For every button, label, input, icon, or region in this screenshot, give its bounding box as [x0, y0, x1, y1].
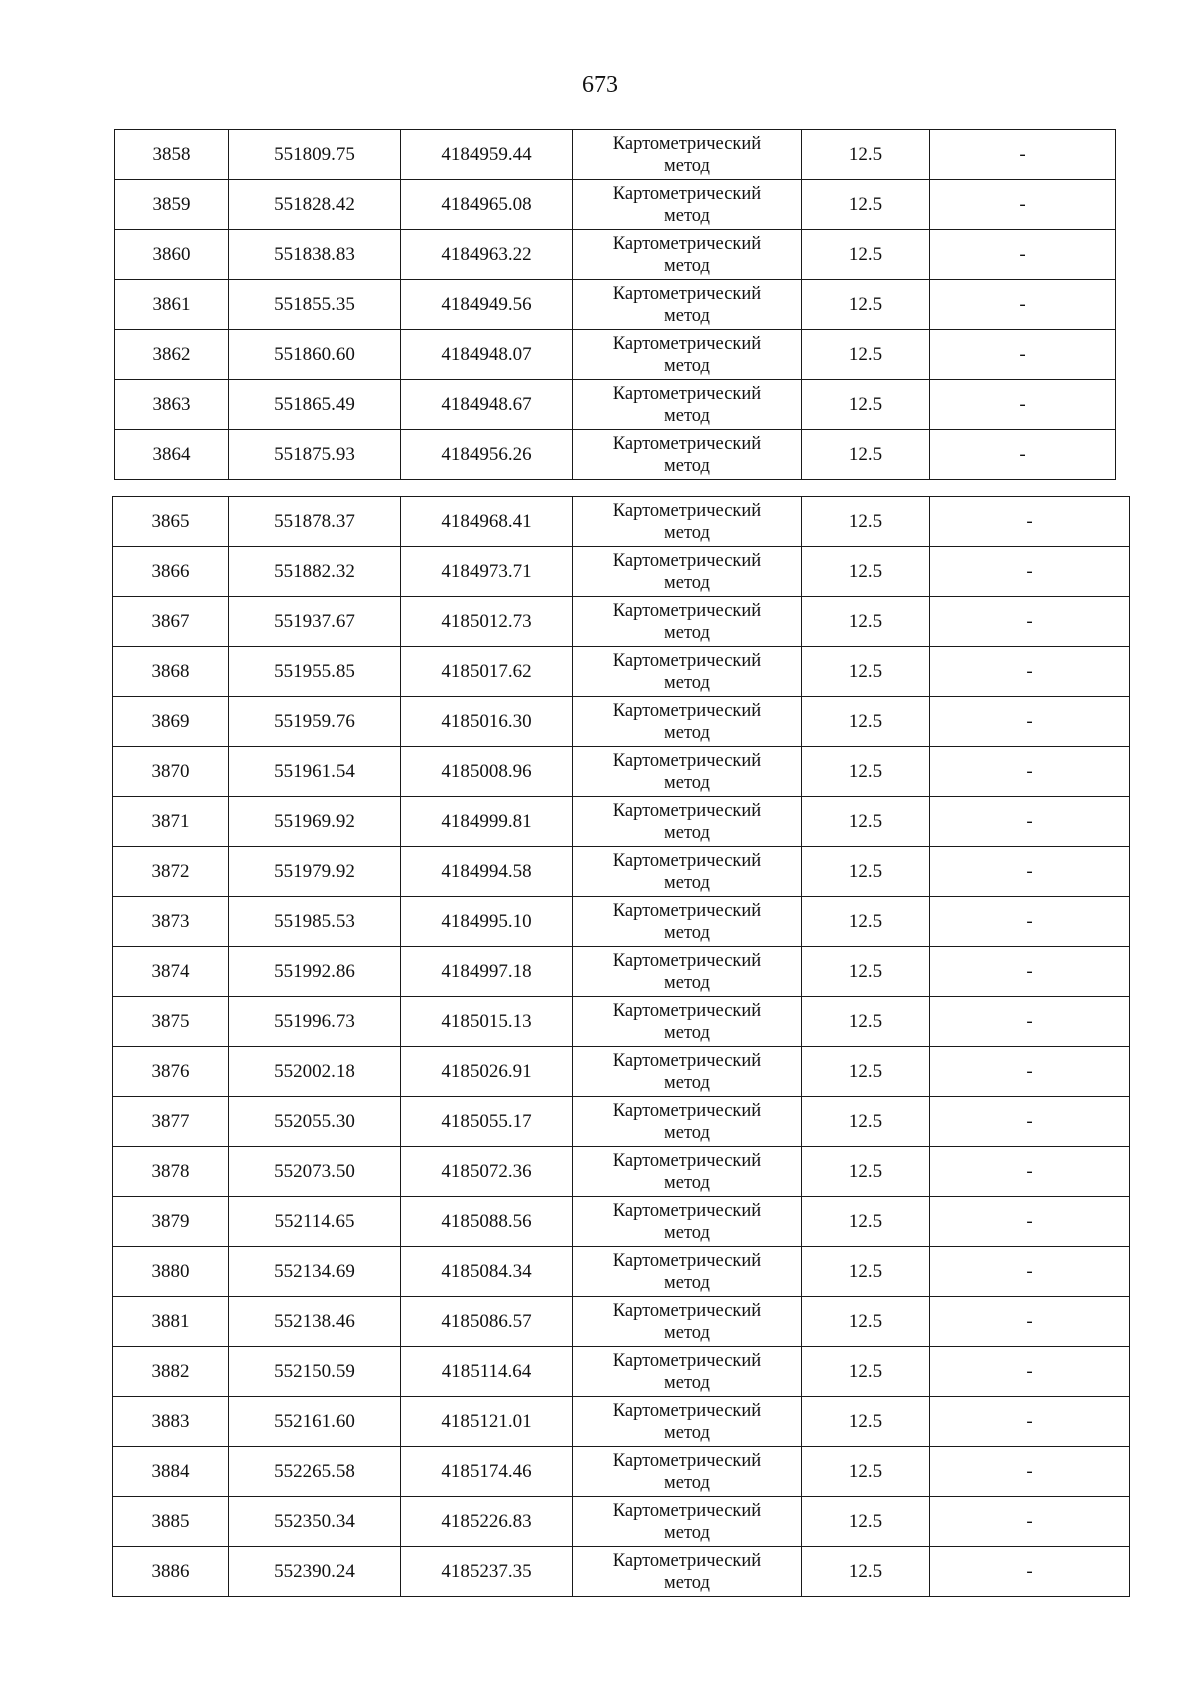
method-label-line2: метод	[664, 572, 710, 593]
method-label-line1: Картометрический	[612, 183, 762, 204]
y-coordinate-cell: 4184965.08	[401, 180, 573, 230]
x-coordinate-cell: 552114.65	[229, 1197, 401, 1247]
method-label-line1: Картометрический	[612, 1000, 762, 1021]
method-cell	[573, 597, 802, 647]
point-number-cell: 3873	[113, 897, 229, 947]
table-row	[113, 1397, 1130, 1447]
method-label-line2: метод	[664, 1022, 710, 1043]
method-cell	[573, 497, 802, 547]
table-row	[113, 1297, 1130, 1347]
accuracy-cell: 12.5	[802, 230, 930, 280]
x-coordinate-cell: 551878.37	[229, 497, 401, 547]
note-cell: -	[930, 897, 1130, 947]
table-row	[115, 130, 1116, 180]
method-label-line2: метод	[664, 255, 710, 276]
method-cell	[573, 130, 802, 180]
x-coordinate-cell: 552055.30	[229, 1097, 401, 1147]
note-cell: -	[930, 1397, 1130, 1447]
accuracy-cell: 12.5	[802, 1347, 930, 1397]
table-row	[113, 1347, 1130, 1397]
method-cell	[573, 230, 802, 280]
x-coordinate-cell: 551979.92	[229, 847, 401, 897]
method-label-line1: Картометрический	[612, 383, 762, 404]
accuracy-cell: 12.5	[802, 130, 930, 180]
method-label-line2: метод	[664, 622, 710, 643]
method-label-line2: метод	[664, 772, 710, 793]
table-row	[113, 597, 1130, 647]
method-label-line1: Картометрический	[612, 1200, 762, 1221]
y-coordinate-cell: 4185072.36	[401, 1147, 573, 1197]
method-label-line1: Картометрический	[612, 750, 762, 771]
y-coordinate-cell: 4184973.71	[401, 547, 573, 597]
x-coordinate-cell: 552150.59	[229, 1347, 401, 1397]
note-cell: -	[930, 647, 1130, 697]
accuracy-cell: 12.5	[802, 1147, 930, 1197]
method-label-line2: метод	[664, 1072, 710, 1093]
accuracy-cell: 12.5	[802, 597, 930, 647]
x-coordinate-cell: 552134.69	[229, 1247, 401, 1297]
y-coordinate-cell: 4184997.18	[401, 947, 573, 997]
note-cell: -	[930, 230, 1116, 280]
note-cell: -	[930, 130, 1116, 180]
accuracy-cell: 12.5	[802, 1447, 930, 1497]
x-coordinate-cell: 551860.60	[229, 330, 401, 380]
table-row	[113, 1447, 1130, 1497]
method-label-line1: Картометрический	[612, 600, 762, 621]
x-coordinate-cell: 552350.34	[229, 1497, 401, 1547]
y-coordinate-cell: 4184959.44	[401, 130, 573, 180]
point-number-cell: 3866	[113, 547, 229, 597]
method-label-line1: Картометрический	[612, 850, 762, 871]
point-number-cell: 3883	[113, 1397, 229, 1447]
coordinates-table-bottom	[112, 496, 1130, 1597]
method-label-line2: метод	[664, 1472, 710, 1493]
accuracy-cell: 12.5	[802, 647, 930, 697]
method-cell	[573, 330, 802, 380]
table-row	[115, 380, 1116, 430]
x-coordinate-cell: 551855.35	[229, 280, 401, 330]
table-row	[113, 697, 1130, 747]
method-cell	[573, 547, 802, 597]
y-coordinate-cell: 4185114.64	[401, 1347, 573, 1397]
point-number-cell: 3861	[115, 280, 229, 330]
method-label-line1: Картометрический	[612, 1050, 762, 1071]
accuracy-cell: 12.5	[802, 797, 930, 847]
method-label-line1: Картометрический	[612, 1150, 762, 1171]
method-label-line2: метод	[664, 1172, 710, 1193]
method-label-line1: Картометрический	[612, 1400, 762, 1421]
method-cell	[573, 647, 802, 697]
y-coordinate-cell: 4185226.83	[401, 1497, 573, 1547]
y-coordinate-cell: 4185174.46	[401, 1447, 573, 1497]
accuracy-cell: 12.5	[802, 847, 930, 897]
x-coordinate-cell: 551865.49	[229, 380, 401, 430]
note-cell: -	[930, 997, 1130, 1047]
table-row	[113, 797, 1130, 847]
y-coordinate-cell: 4184949.56	[401, 280, 573, 330]
note-cell: -	[930, 697, 1130, 747]
point-number-cell: 3860	[115, 230, 229, 280]
x-coordinate-cell: 552265.58	[229, 1447, 401, 1497]
accuracy-cell: 12.5	[802, 997, 930, 1047]
y-coordinate-cell: 4184948.67	[401, 380, 573, 430]
method-label-line2: метод	[664, 822, 710, 843]
accuracy-cell: 12.5	[802, 280, 930, 330]
method-label-line2: метод	[664, 1372, 710, 1393]
point-number-cell: 3869	[113, 697, 229, 747]
note-cell: -	[930, 1297, 1130, 1347]
point-number-cell: 3871	[113, 797, 229, 847]
x-coordinate-cell: 551961.54	[229, 747, 401, 797]
point-number-cell: 3885	[113, 1497, 229, 1547]
method-label-line2: метод	[664, 722, 710, 743]
table-row	[113, 747, 1130, 797]
y-coordinate-cell: 4184994.58	[401, 847, 573, 897]
x-coordinate-cell: 552390.24	[229, 1547, 401, 1597]
table-body-bottom	[113, 497, 1130, 1597]
method-label-line2: метод	[664, 205, 710, 226]
method-cell	[573, 380, 802, 430]
method-cell	[573, 1347, 802, 1397]
x-coordinate-cell: 551955.85	[229, 647, 401, 697]
method-label-line1: Картометрический	[612, 433, 762, 454]
table-row	[115, 330, 1116, 380]
x-coordinate-cell: 552073.50	[229, 1147, 401, 1197]
x-coordinate-cell: 552138.46	[229, 1297, 401, 1347]
accuracy-cell: 12.5	[802, 1047, 930, 1097]
table-body-top	[115, 130, 1116, 480]
method-label-line2: метод	[664, 455, 710, 476]
x-coordinate-cell: 551969.92	[229, 797, 401, 847]
method-cell	[573, 997, 802, 1047]
method-label-line1: Картометрический	[612, 1350, 762, 1371]
method-label-line1: Картометрический	[612, 233, 762, 254]
table-row	[113, 647, 1130, 697]
x-coordinate-cell: 552161.60	[229, 1397, 401, 1447]
x-coordinate-cell: 551809.75	[229, 130, 401, 180]
point-number-cell: 3884	[113, 1447, 229, 1497]
method-label-line2: метод	[664, 1222, 710, 1243]
y-coordinate-cell: 4185121.01	[401, 1397, 573, 1447]
method-label-line2: метод	[664, 672, 710, 693]
point-number-cell: 3886	[113, 1547, 229, 1597]
accuracy-cell: 12.5	[802, 380, 930, 430]
x-coordinate-cell: 551992.86	[229, 947, 401, 997]
y-coordinate-cell: 4185017.62	[401, 647, 573, 697]
accuracy-cell: 12.5	[802, 1497, 930, 1547]
table-row	[113, 1147, 1130, 1197]
note-cell: -	[930, 1247, 1130, 1297]
point-number-cell: 3859	[115, 180, 229, 230]
table-row	[113, 1547, 1130, 1597]
table-row	[113, 947, 1130, 997]
point-number-cell: 3867	[113, 597, 229, 647]
method-cell	[573, 747, 802, 797]
accuracy-cell: 12.5	[802, 1297, 930, 1347]
method-label-line2: метод	[664, 872, 710, 893]
point-number-cell: 3879	[113, 1197, 229, 1247]
point-number-cell: 3858	[115, 130, 229, 180]
table-row	[115, 230, 1116, 280]
method-cell	[573, 897, 802, 947]
note-cell: -	[930, 797, 1130, 847]
y-coordinate-cell: 4184968.41	[401, 497, 573, 547]
method-label-line2: метод	[664, 1272, 710, 1293]
note-cell: -	[930, 1447, 1130, 1497]
note-cell: -	[930, 380, 1116, 430]
note-cell: -	[930, 1047, 1130, 1097]
note-cell: -	[930, 747, 1130, 797]
method-label-line2: метод	[664, 522, 710, 543]
point-number-cell: 3868	[113, 647, 229, 697]
table-row	[115, 280, 1116, 330]
point-number-cell: 3862	[115, 330, 229, 380]
y-coordinate-cell: 4184948.07	[401, 330, 573, 380]
table-row	[115, 430, 1116, 480]
table-row	[115, 180, 1116, 230]
note-cell: -	[930, 1347, 1130, 1397]
note-cell: -	[930, 847, 1130, 897]
method-label-line1: Картометрический	[612, 1550, 762, 1571]
y-coordinate-cell: 4185026.91	[401, 1047, 573, 1097]
table-row	[113, 1047, 1130, 1097]
accuracy-cell: 12.5	[802, 1197, 930, 1247]
method-label-line2: метод	[664, 1122, 710, 1143]
method-cell	[573, 1097, 802, 1147]
method-label-line2: метод	[664, 1422, 710, 1443]
method-cell	[573, 1297, 802, 1347]
method-label-line1: Картометрический	[612, 900, 762, 921]
y-coordinate-cell: 4185016.30	[401, 697, 573, 747]
method-label-line1: Картометрический	[612, 700, 762, 721]
y-coordinate-cell: 4184995.10	[401, 897, 573, 947]
page-number: 673	[582, 72, 618, 98]
method-label-line1: Картометрический	[612, 1300, 762, 1321]
note-cell: -	[930, 180, 1116, 230]
table-row	[113, 497, 1130, 547]
method-label-line2: метод	[664, 1322, 710, 1343]
method-cell	[573, 1147, 802, 1197]
accuracy-cell: 12.5	[802, 747, 930, 797]
x-coordinate-cell: 551959.76	[229, 697, 401, 747]
method-cell	[573, 1397, 802, 1447]
x-coordinate-cell: 551828.42	[229, 180, 401, 230]
y-coordinate-cell: 4185084.34	[401, 1247, 573, 1297]
point-number-cell: 3881	[113, 1297, 229, 1347]
x-coordinate-cell: 551996.73	[229, 997, 401, 1047]
method-label-line2: метод	[664, 1522, 710, 1543]
accuracy-cell: 12.5	[802, 1097, 930, 1147]
method-label-line1: Картометрический	[612, 800, 762, 821]
table-row	[113, 997, 1130, 1047]
table-row	[113, 1497, 1130, 1547]
y-coordinate-cell: 4184956.26	[401, 430, 573, 480]
note-cell: -	[930, 430, 1116, 480]
method-label-line1: Картометрический	[612, 1100, 762, 1121]
method-label-line1: Картометрический	[612, 1450, 762, 1471]
method-cell	[573, 280, 802, 330]
note-cell: -	[930, 1147, 1130, 1197]
accuracy-cell: 12.5	[802, 330, 930, 380]
method-cell	[573, 430, 802, 480]
point-number-cell: 3875	[113, 997, 229, 1047]
y-coordinate-cell: 4184999.81	[401, 797, 573, 847]
method-label-line1: Картометрический	[612, 333, 762, 354]
y-coordinate-cell: 4185086.57	[401, 1297, 573, 1347]
method-label-line1: Картометрический	[612, 550, 762, 571]
method-cell	[573, 180, 802, 230]
accuracy-cell: 12.5	[802, 697, 930, 747]
point-number-cell: 3874	[113, 947, 229, 997]
y-coordinate-cell: 4185237.35	[401, 1547, 573, 1597]
accuracy-cell: 12.5	[802, 1397, 930, 1447]
point-number-cell: 3877	[113, 1097, 229, 1147]
method-label-line2: метод	[664, 355, 710, 376]
x-coordinate-cell: 551875.93	[229, 430, 401, 480]
method-label-line1: Картометрический	[612, 133, 762, 154]
note-cell: -	[930, 497, 1130, 547]
y-coordinate-cell: 4185012.73	[401, 597, 573, 647]
note-cell: -	[930, 280, 1116, 330]
accuracy-cell: 12.5	[802, 1547, 930, 1597]
table-row	[113, 547, 1130, 597]
method-label-line1: Картометрический	[612, 1500, 762, 1521]
y-coordinate-cell: 4185008.96	[401, 747, 573, 797]
y-coordinate-cell: 4185015.13	[401, 997, 573, 1047]
table-row	[113, 1097, 1130, 1147]
accuracy-cell: 12.5	[802, 897, 930, 947]
method-label-line1: Картометрический	[612, 950, 762, 971]
method-label-line2: метод	[664, 922, 710, 943]
accuracy-cell: 12.5	[802, 180, 930, 230]
note-cell: -	[930, 330, 1116, 380]
x-coordinate-cell: 551838.83	[229, 230, 401, 280]
accuracy-cell: 12.5	[802, 497, 930, 547]
x-coordinate-cell: 552002.18	[229, 1047, 401, 1097]
table-row	[113, 1197, 1130, 1247]
method-label-line1: Картометрический	[612, 500, 762, 521]
point-number-cell: 3880	[113, 1247, 229, 1297]
point-number-cell: 3863	[115, 380, 229, 430]
method-cell	[573, 847, 802, 897]
coordinates-table-top	[114, 129, 1116, 480]
method-cell	[573, 1197, 802, 1247]
note-cell: -	[930, 597, 1130, 647]
point-number-cell: 3876	[113, 1047, 229, 1097]
method-label-line2: метод	[664, 305, 710, 326]
accuracy-cell: 12.5	[802, 947, 930, 997]
method-label-line2: метод	[664, 972, 710, 993]
method-cell	[573, 1547, 802, 1597]
note-cell: -	[930, 1547, 1130, 1597]
x-coordinate-cell: 551882.32	[229, 547, 401, 597]
note-cell: -	[930, 547, 1130, 597]
note-cell: -	[930, 1197, 1130, 1247]
accuracy-cell: 12.5	[802, 430, 930, 480]
x-coordinate-cell: 551937.67	[229, 597, 401, 647]
point-number-cell: 3882	[113, 1347, 229, 1397]
method-label-line1: Картометрический	[612, 1250, 762, 1271]
point-number-cell: 3872	[113, 847, 229, 897]
note-cell: -	[930, 947, 1130, 997]
method-cell	[573, 947, 802, 997]
point-number-cell: 3878	[113, 1147, 229, 1197]
method-label-line2: метод	[664, 1572, 710, 1593]
method-cell	[573, 1047, 802, 1097]
method-cell	[573, 1447, 802, 1497]
note-cell: -	[930, 1097, 1130, 1147]
y-coordinate-cell: 4185055.17	[401, 1097, 573, 1147]
table-row	[113, 897, 1130, 947]
x-coordinate-cell: 551985.53	[229, 897, 401, 947]
point-number-cell: 3864	[115, 430, 229, 480]
table-row	[113, 1247, 1130, 1297]
method-label-line2: метод	[664, 405, 710, 426]
accuracy-cell: 12.5	[802, 1247, 930, 1297]
y-coordinate-cell: 4185088.56	[401, 1197, 573, 1247]
y-coordinate-cell: 4184963.22	[401, 230, 573, 280]
method-cell	[573, 1247, 802, 1297]
method-label-line1: Картометрический	[612, 283, 762, 304]
table-row	[113, 847, 1130, 897]
method-label-line1: Картометрический	[612, 650, 762, 671]
accuracy-cell: 12.5	[802, 547, 930, 597]
point-number-cell: 3870	[113, 747, 229, 797]
point-number-cell: 3865	[113, 497, 229, 547]
method-cell	[573, 797, 802, 847]
note-cell: -	[930, 1497, 1130, 1547]
method-cell	[573, 697, 802, 747]
method-cell	[573, 1497, 802, 1547]
method-label-line2: метод	[664, 155, 710, 176]
